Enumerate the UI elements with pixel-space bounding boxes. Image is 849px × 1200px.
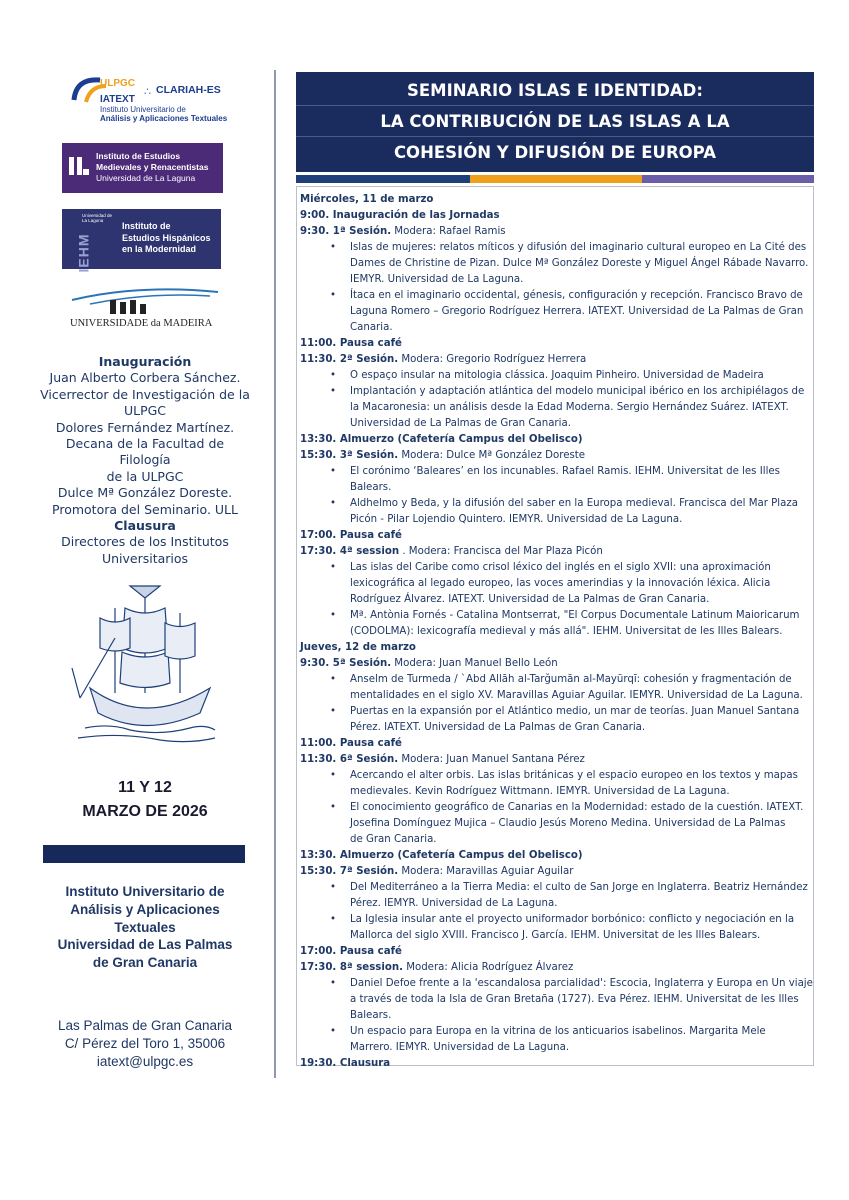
iehm-mark: IEHM — [75, 233, 92, 273]
inauguracion-line: Promotora del Seminario. ULL — [52, 501, 238, 517]
bullet-icon: • — [330, 882, 337, 893]
bullet-icon: • — [330, 770, 337, 781]
talk-line: Un espacio para Europa en la vitrina de los anticuarios isabelinos. Margarita Mele — [350, 1026, 766, 1037]
bullet-icon: • — [330, 914, 337, 925]
session-moderator: Modera: Rafael Ramis — [391, 226, 506, 237]
iehm-line-1: Instituto de — [122, 221, 171, 231]
ulpgc-label: ULPGC — [100, 78, 135, 89]
inauguracion-line: Decana de la Facultad de Filología — [65, 436, 225, 468]
talk-line: (CODOLMA): lexicografía medieval y más allá". IEHM. Universitat de les Illes Balears. — [350, 626, 783, 637]
clausura-line: Universitarios — [101, 550, 189, 566]
inauguracion-line: Dolores Fernández Martínez. — [55, 419, 235, 435]
talk-line: la Macaronesia: un análisis desde la Edad Moderna. Sergio Hernández Suárez. IATEXT. — [350, 402, 789, 413]
page-title — [296, 72, 814, 172]
talk-line: a través de toda la Isla de Gran Bretaña (1727). Eva Pérez. IEHM. Universitat de les Illes — [350, 994, 799, 1005]
program-slot: 13:30. Almuerzo (Cafetería Campus del Obelisco) — [300, 850, 583, 861]
talk-line: Canaria. — [350, 322, 393, 333]
stripe-orange — [470, 175, 642, 183]
program-session — [300, 752, 810, 768]
iemyr-logo — [62, 143, 223, 193]
program-talk — [300, 464, 810, 496]
event-date — [40, 776, 250, 824]
talk-line: Mª. Antònia Fornés - Catalina Montserrat, "El Corpus Documentale Latinum Maioricarum — [350, 610, 800, 621]
program-session — [300, 544, 810, 560]
session-moderator: Modera: Juan Manuel Santana Pérez — [398, 754, 585, 765]
program-talk — [300, 560, 810, 608]
email-link[interactable]: iatext@ulpgc.es — [96, 1054, 194, 1069]
stripe-purple — [642, 175, 814, 183]
iehm-line-3: en la Modernidad — [122, 244, 197, 254]
talk-line: Pérez. IEMYR. Universidad de La Laguna. — [350, 898, 558, 909]
program-day: Miércoles, 11 de marzo — [300, 194, 434, 205]
session-time: 15:30. 3ª Sesión. — [300, 450, 399, 461]
session-moderator: Modera: Juan Manuel Bello León — [391, 658, 558, 669]
talk-line: Ítaca en el imaginario occidental, génesis, configuración y recepción. Francisco Bravo de — [350, 290, 803, 301]
inauguracion-line: de la ULPGC — [106, 468, 184, 484]
date-line-2: MARZO DE 2026 — [82, 803, 208, 820]
bullet-icon: • — [330, 674, 337, 685]
iemyr-line-3: Universidad de La Laguna — [96, 173, 196, 183]
talk-line: medievales. Kevin Rodríguez Wittmann. IEMYR. Universidad de La Laguna. — [350, 786, 730, 797]
iehm-logo — [62, 209, 221, 273]
talk-line: Josefina Domínguez Mujica – Claudio Jesús Moreno Medina. Universidad de La Palmas — [350, 818, 786, 829]
inauguracion-line: ULPGC — [123, 403, 167, 419]
talk-line: La Iglesia insular ante el proyecto uniformador borbónico: conflicto y negociación en la — [350, 914, 795, 925]
madeira-mark-icon — [70, 286, 220, 316]
institute-block — [40, 883, 250, 972]
program-talk — [300, 496, 810, 528]
program-panel — [296, 186, 814, 1069]
madeira-logo — [70, 286, 220, 334]
institute-line: de Gran Canaria — [92, 955, 198, 971]
iemyr-line-2: Medievales y Renacentistas — [96, 162, 209, 172]
talk-line: Mallorca del siglo XVIII. Francisco J. García. IEHM. Universitat de les Illes Balears. — [350, 930, 761, 941]
program-list — [300, 192, 813, 1072]
bullet-icon: • — [330, 802, 337, 813]
session-moderator: Modera: Maravillas Aguiar Aguilar — [398, 866, 574, 877]
talk-line: Aldhelmo y Beda, y la difusión del saber en la Europa medieval. Francisca del Mar Plaza — [350, 498, 798, 509]
opening-block — [40, 354, 250, 567]
iatext-label: IATEXT — [100, 94, 135, 105]
session-time: 17:30. 8ª session. — [300, 962, 403, 973]
talk-line: El conocimiento geográfico de Canarias en la Modernidad: estado de la cuestión. IATEXT. — [350, 802, 804, 813]
inauguracion-line: Juan Alberto Corbera Sánchez. — [49, 370, 241, 386]
program-talk — [300, 384, 810, 432]
address-line: C/ Pérez del Toro 1, 35006 — [64, 1036, 226, 1051]
session-moderator: Modera: Gregorio Rodríguez Herrera — [398, 354, 587, 365]
institute-line: Universidad de Las Palmas — [57, 937, 233, 953]
talk-line: Daniel Defoe frente a la 'escandalosa parcialidad': Escocia, Inglaterra y Europa en Un viaje — [350, 978, 813, 989]
program-session — [300, 864, 810, 880]
talk-line: Picón - Pilar Lojendio Quintero. IEMYR. Universidad de La Laguna. — [350, 514, 683, 525]
program-talk — [300, 800, 810, 848]
program-talk — [300, 608, 810, 640]
talk-line: Acercando el alter orbis. Las islas británicas y el espacio europeo en los textos y mapas — [350, 770, 798, 781]
bullet-icon: • — [330, 290, 337, 301]
address-line: Las Palmas de Gran Canaria — [57, 1018, 233, 1033]
institute-line: Análisis y Aplicaciones — [70, 901, 220, 917]
talk-line: Laguna Romero – Gregorio Rodríguez Herrera. IATEXT. Universidad de La Palmas de Gran — [350, 306, 804, 317]
inauguracion-title: Inauguración — [98, 354, 192, 369]
program-slot: 19:30. Clausura — [300, 1058, 391, 1069]
clausura-title: Clausura — [114, 518, 176, 534]
address-block — [40, 1017, 250, 1071]
talk-line: Rodríguez Álvarez. IATEXT. Universidad de La Palmas de Gran Canaria. — [350, 594, 710, 605]
bullet-icon: • — [330, 498, 337, 509]
program-slot: 11:00. Pausa café — [300, 338, 402, 349]
title-line-2: LA CONTRIBUCIÓN DE LAS ISLAS A LA — [380, 112, 730, 131]
clausura-line: Directores de los Institutos — [61, 534, 229, 550]
date-line-1: 11 Y 12 — [118, 779, 172, 796]
madeira-label: UNIVERSIDADE da MADEIRA — [70, 318, 213, 329]
institute-line: Textuales — [114, 919, 176, 935]
program-session — [300, 224, 810, 240]
talk-line: Balears. — [350, 1010, 392, 1021]
program-talk — [300, 976, 813, 1024]
program-session — [300, 960, 810, 976]
program-talk — [300, 912, 810, 944]
program-talk — [300, 1024, 810, 1056]
program-talk — [300, 768, 810, 800]
bullet-icon: • — [330, 466, 337, 477]
stripe-navy — [296, 175, 470, 183]
title-line-3: COHESIÓN Y DIFUSIÓN DE EUROPA — [393, 143, 717, 162]
bullet-icon: • — [330, 386, 337, 397]
bullet-icon: • — [330, 370, 337, 381]
program-talk — [300, 240, 810, 288]
session-moderator: Modera: Alicia Rodríguez Álvarez — [402, 962, 574, 973]
session-time: 11:30. 2ª Sesión. — [300, 354, 399, 365]
session-time: 9:30. 5ª Sesión. — [300, 658, 392, 669]
talk-line: El corónimo ‘Baleares’ en los incunables. Rafael Ramis. IEHM. Universitat de les Illes — [350, 466, 780, 477]
ulpgc-iatext-logo — [60, 70, 260, 126]
talk-line: de Gran Canaria. — [350, 834, 437, 845]
talk-line: IEMYR. Universidad de La Laguna. — [350, 274, 524, 285]
talk-line: Del Mediterráneo a la Tierra Media: el culto de San Jorge en Inglaterra. Beatriz Hernández — [350, 882, 808, 893]
session-time: 17:30. 4ª session — [300, 546, 400, 557]
clariah-label: CLARIAH-ES — [156, 84, 221, 96]
institute-line: Instituto Universitario de — [65, 884, 225, 899]
program-talk — [300, 672, 810, 704]
session-moderator: . Modera: Francisca del Mar Plaza Picón — [399, 546, 603, 557]
talk-line: Universidad de La Palmas de Gran Canaria. — [350, 418, 571, 429]
column-divider — [274, 70, 276, 1078]
iatext-sub1: Instituto Universitario de — [100, 105, 186, 114]
bullet-icon: • — [330, 242, 337, 253]
talk-line: Dames de Christine de Pizan. Dulce Mª González Doreste y Miguel Ángel Rábade Navarro. — [350, 258, 809, 269]
iatext-sub2: Análisis y Aplicaciones Textuales — [100, 114, 228, 123]
bullet-icon: • — [330, 562, 337, 573]
ship-illustration — [70, 578, 220, 748]
left-divider-bar — [43, 845, 245, 863]
talk-line: O espaço insular na mitologia clássica. Joaquim Pinheiro. Universidad de Madeira — [350, 370, 764, 381]
talk-line: Anselm de Turmeda / `Abd Allāh al-Tarğumān al-Mayūrqī: cohesión y fragmentación de — [350, 674, 792, 685]
session-time: 15:30. 7ª Sesión. — [300, 866, 399, 877]
bullet-icon: • — [330, 610, 337, 621]
session-moderator: Modera: Dulce Mª González Doreste — [398, 450, 586, 461]
talk-line: lexicográfica al legado europeo, las voces amerindias y la innovación léxica. Alicia — [350, 578, 771, 589]
program-slot: 13:30. Almuerzo (Cafetería Campus del Obelisco) — [300, 434, 583, 445]
talk-line: Puertas en la expansión por el Atlántico medio, un mar de teorías. Juan Manuel Santana — [350, 706, 800, 717]
program-talk — [300, 368, 810, 384]
program-session — [300, 352, 810, 368]
program-slot: 11:00. Pausa café — [300, 738, 402, 749]
session-time: 11:30. 6ª Sesión. — [300, 754, 399, 765]
bullet-icon: • — [330, 978, 337, 989]
talk-line: Implantación y adaptación atlántica del modelo municipal ibérico en los archipiélagos de — [350, 386, 805, 397]
program-talk — [300, 880, 810, 912]
talk-line: Balears. — [350, 482, 392, 493]
program-talk — [300, 288, 810, 336]
iemyr-mark-icon — [68, 155, 90, 177]
program-slot: 9:00. Inauguración de las Jornadas — [300, 210, 500, 221]
program-talk — [300, 704, 810, 736]
talk-line: Islas de mujeres: relatos míticos y difusión del imaginario cultural europeo en La Cité des — [350, 242, 807, 253]
inauguracion-line: Dulce Mª González Doreste. — [57, 485, 233, 501]
bullet-icon: • — [330, 706, 337, 717]
talk-line: Pérez. IATEXT. Universidad de La Palmas de Gran Canaria. — [350, 722, 646, 733]
bullet-icon: • — [330, 1026, 337, 1037]
iemyr-line-1: Instituto de Estudios — [96, 151, 181, 161]
talk-line: Marrero. IEMYR. Universidad de La Laguna. — [350, 1042, 570, 1053]
title-line-1: SEMINARIO ISLAS E IDENTIDAD: — [407, 81, 703, 100]
inauguracion-line: Vicerrector de Investigación de la — [40, 386, 250, 402]
clariah-icon: ∴ — [144, 86, 151, 98]
talk-line: mentalidades en el siglo XV. Maravillas Aguiar Aguilar. IEMYR. Universidad de La Laguna. — [350, 690, 803, 701]
session-time: 9:30. 1ª Sesión. — [300, 226, 392, 237]
iehm-university: Universidad de La Laguna — [82, 213, 113, 223]
program-session — [300, 656, 810, 672]
program-day: Jueves, 12 de marzo — [300, 642, 416, 653]
talk-line: Las islas del Caribe como crisol léxico del inglés en el siglo XVII: una aproximación — [350, 562, 771, 573]
program-slot: 17:00. Pausa café — [300, 530, 402, 541]
iehm-line-2: Estudios Hispánicos — [122, 232, 211, 243]
program-slot: 17:00. Pausa café — [300, 946, 402, 957]
program-session — [300, 448, 810, 464]
